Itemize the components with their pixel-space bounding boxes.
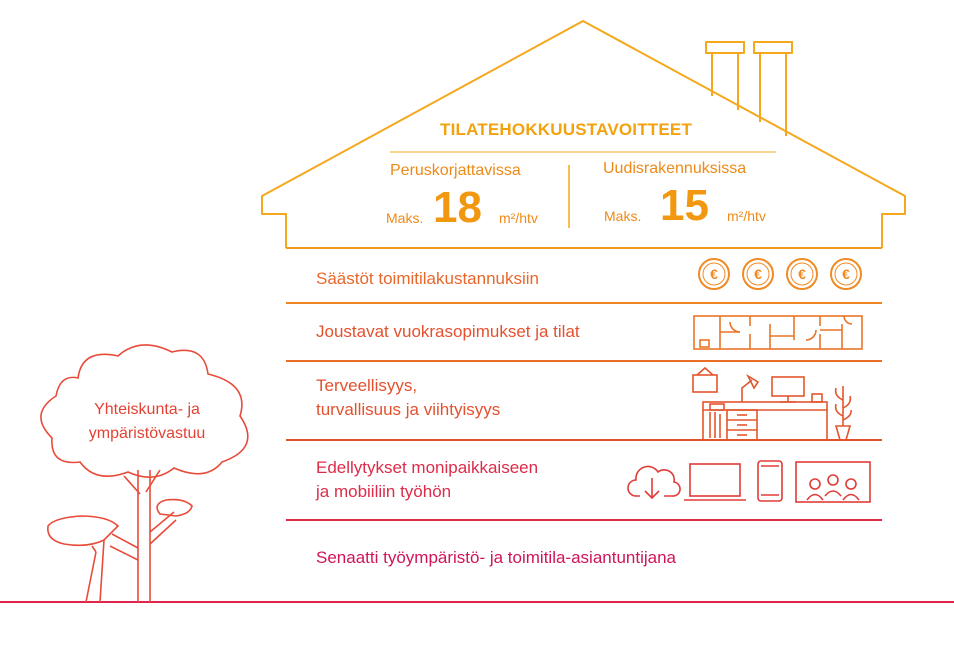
laptop-icon [684, 464, 746, 500]
floor-3 [316, 374, 500, 422]
euro-symbol: € [754, 266, 762, 282]
new-build-value: 15 [660, 181, 709, 230]
euro-symbol: € [842, 266, 850, 282]
euro-symbol: € [798, 266, 806, 282]
floor-3-line-1: Terveellisyys, [316, 376, 418, 395]
video-meeting-icon [796, 462, 870, 502]
desk-lamp-icon [742, 380, 752, 402]
floor-2-text: Joustavat vuokrasopimukset ja tilat [316, 322, 580, 341]
euro-symbols [710, 266, 850, 282]
floor-1-text: Säästöt toimitilakustannuksiin [316, 269, 540, 288]
floor-4 [316, 456, 538, 504]
new-build-prefix: Maks. [604, 208, 642, 224]
cloud-text [62, 398, 232, 446]
floor-5 [316, 546, 676, 570]
floor-4-line-2: ja mobiiliin työhön [316, 482, 452, 501]
cloud-line-1: Yhteiskunta- ja [94, 401, 200, 418]
smartphone-icon [758, 461, 782, 501]
chimney-icon [706, 42, 792, 136]
page-title: TILATEHOKKUUSTAVOITTEET [440, 120, 693, 139]
renovation-prefix: Maks. [386, 210, 424, 226]
new-build-unit: m²/htv [727, 208, 766, 224]
floor-4-line-1: Edellytykset monipaikkaiseen [316, 458, 539, 477]
monitor-icon [772, 377, 804, 396]
renovation-value: 18 [433, 183, 482, 232]
cloud-line-2: ympäristövastuu [88, 425, 206, 442]
floor-1 [316, 267, 539, 291]
floor-3-line-2: turvallisuus ja viihtyisyys [316, 400, 501, 419]
renovation-label: Peruskorjattavissa [390, 162, 521, 179]
desk [703, 402, 827, 440]
renovation-unit: m²/htv [499, 210, 538, 226]
new-build-label: Uudisrakennuksissa [603, 160, 747, 177]
floor-plan-icon [694, 316, 862, 349]
floor-5-text: Senaatti työympäristö- ja toimitila-asiantuntijana [316, 548, 677, 567]
cloud-download-icon [628, 466, 680, 498]
tree-icon [41, 345, 248, 602]
mobile-work-icons [628, 461, 870, 502]
floor-2 [316, 320, 580, 344]
euro-symbol: € [710, 266, 718, 282]
picture-frame-icon [693, 375, 717, 392]
plant-icon [836, 426, 850, 440]
office-desk-icon [693, 368, 851, 440]
euro-coins [699, 259, 861, 289]
